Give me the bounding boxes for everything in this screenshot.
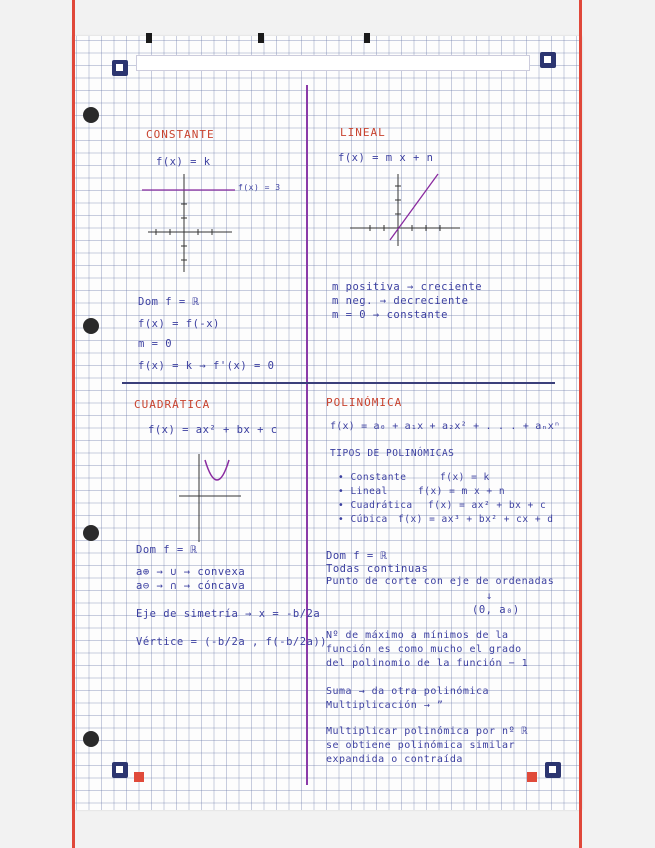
multiplicar-line-3: expandida o contraída (326, 754, 463, 765)
punch-hole (83, 525, 99, 541)
linear-graph (350, 170, 470, 250)
corner-marker (540, 52, 556, 68)
cuadratica-title: CUADRÁTICA (134, 398, 211, 411)
multiplicar-line-2: se obtiene polinómica similar (326, 740, 516, 751)
tipo-name: • Lineal (338, 486, 388, 497)
cuadratica-formula: f(x) = ax² + bx + c (148, 424, 278, 436)
punch-hole (83, 107, 99, 123)
suma-line: Suma → da otra polinómica (326, 686, 490, 697)
tipos-title: TIPOS DE POLINÓMICAS (330, 448, 455, 459)
tipo-name: • Constante (338, 472, 407, 483)
corner-marker (545, 762, 561, 778)
corner-marker (112, 762, 128, 778)
polinomica-corte: Punto de corte con eje de ordenadas (326, 576, 555, 587)
red-marker (134, 772, 144, 782)
tipo-name: • Cuadrática (338, 500, 413, 511)
constante-derivative: f(x) = k → f'(x) = 0 (138, 360, 275, 372)
lineal-note-1: m positiva → creciente (332, 281, 483, 293)
binder-mark (146, 33, 152, 43)
cuadratica-dom: Dom f = ℝ (136, 544, 198, 556)
parabola-graph (175, 452, 255, 544)
red-marker (527, 772, 537, 782)
binder-mark (364, 33, 370, 43)
corner-marker (112, 60, 128, 76)
constante-title: CONSTANTE (146, 128, 215, 141)
left-margin-line (72, 0, 75, 848)
horizontal-divider (122, 382, 555, 384)
multiplicar-line-1: Multiplicar polinómica por nº ℝ (326, 726, 529, 737)
cuadratica-vertice: Vértice = (-b/2a , f(-b/2a)) (136, 636, 328, 648)
constante-slope: m = 0 (138, 338, 173, 350)
lineal-note-3: m = 0 → constante (332, 309, 448, 321)
punch-hole (83, 731, 99, 747)
constante-dom: Dom f = ℝ (138, 296, 200, 308)
tipo-expr: f(x) = ax³ + bx² + cx + d (398, 514, 554, 525)
cuadratica-a-negative: a⊖ → ∩ → cóncava (136, 580, 246, 592)
lineal-title: LINEAL (340, 126, 386, 139)
binder-mark (258, 33, 264, 43)
lineal-formula: f(x) = m x + n (338, 152, 434, 164)
vertical-divider (306, 85, 308, 785)
maximos-line-2: función es como mucho el grado (326, 644, 522, 655)
polinomica-dom: Dom f = ℝ (326, 550, 388, 562)
tipo-expr: f(x) = ax² + bx + c (428, 500, 547, 511)
maximos-line-1: Nº de máximo a mínimos de la (326, 630, 509, 641)
header-field (136, 55, 530, 71)
right-margin-line (579, 0, 582, 848)
polinomica-formula: f(x) = a₀ + a₁x + a₂x² + . . . + aₙxⁿ (330, 421, 561, 432)
constante-formula: f(x) = k (156, 156, 211, 168)
polinomica-title: POLINÓMICA (326, 396, 403, 409)
constant-graph-label: f(x) = 3 (238, 183, 281, 192)
constante-parity: f(x) = f(-x) (138, 318, 220, 330)
corte-arrow: ↓ (486, 590, 493, 602)
corte-point: (0, a₀) (472, 604, 520, 616)
polinomica-continuas: Todas continuas (326, 563, 429, 575)
lineal-note-2: m neg. → decreciente (332, 295, 469, 307)
cuadratica-eje: Eje de simetría → x = -b/2a (136, 608, 321, 620)
tipo-expr: f(x) = m x + n (418, 486, 506, 497)
tipo-expr: f(x) = k (440, 472, 490, 483)
multiplicacion-line: Multiplicación → ” (326, 700, 444, 711)
tipo-name: • Cúbica (338, 514, 388, 525)
cuadratica-a-positive: a⊕ → ∪ → convexa (136, 566, 246, 578)
maximos-line-3: del polinomio de la función − 1 (326, 658, 529, 669)
punch-hole (83, 318, 99, 334)
